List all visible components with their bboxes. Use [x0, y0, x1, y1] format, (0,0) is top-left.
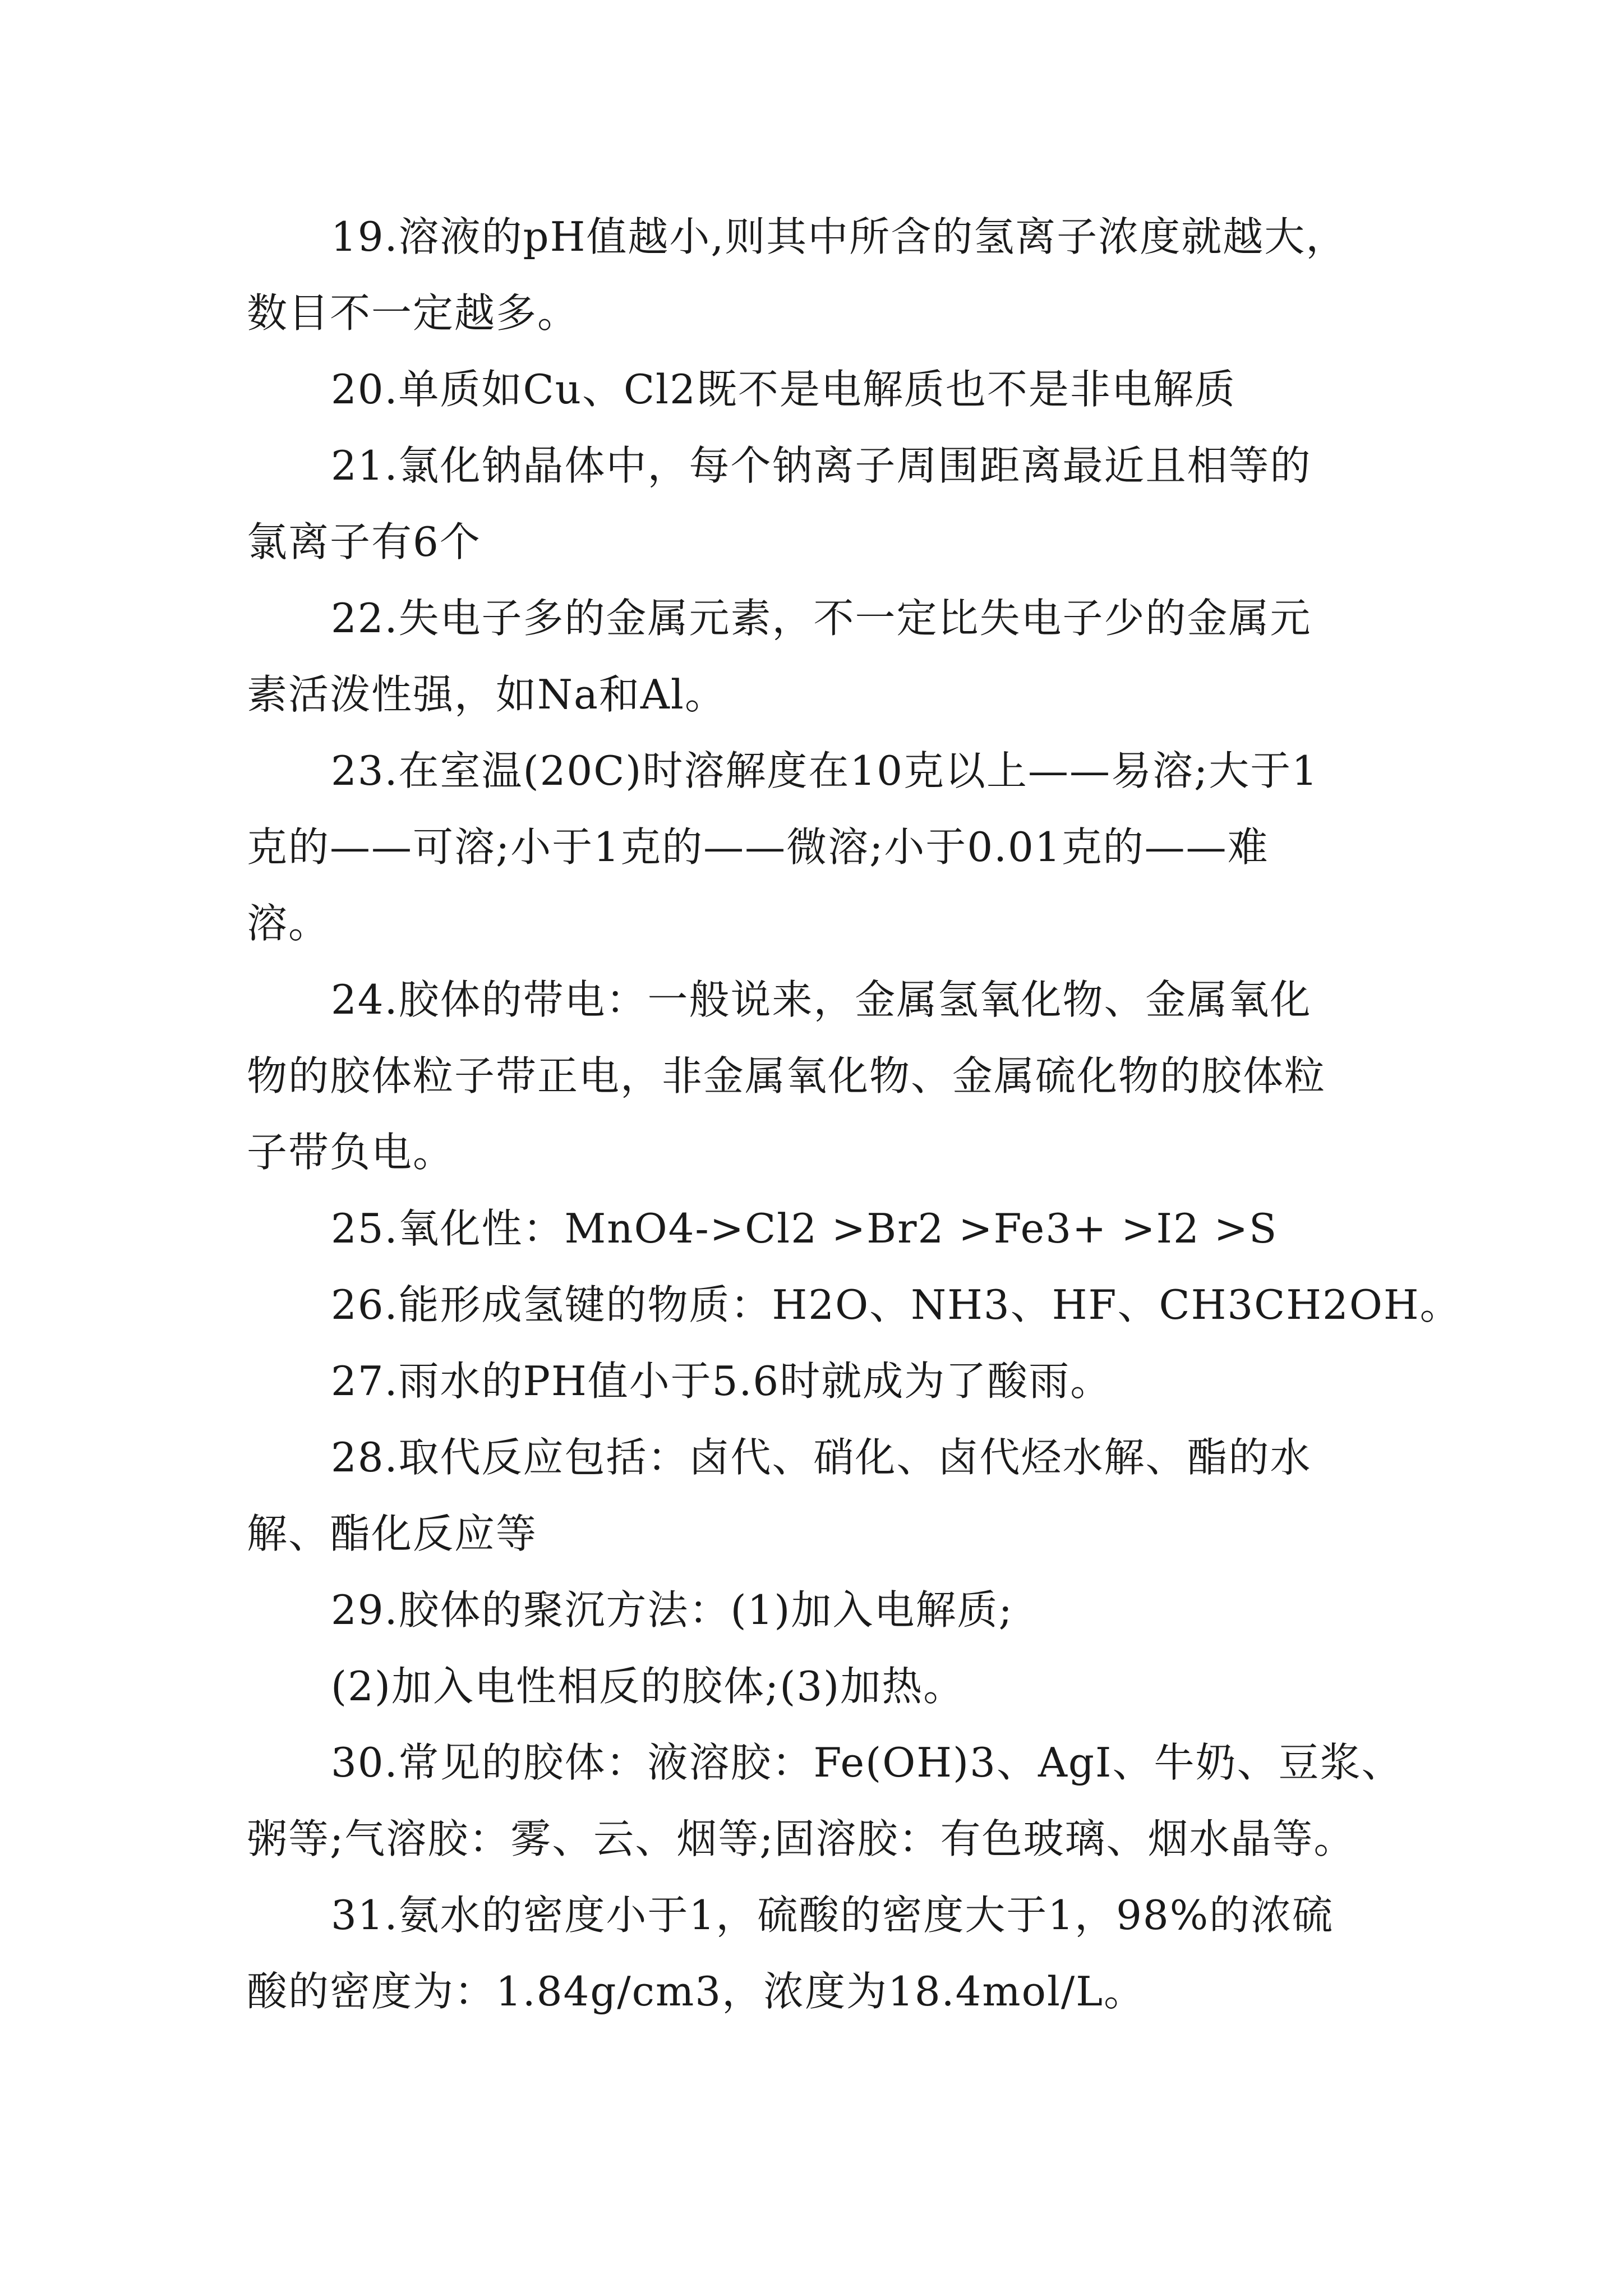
text-line: 氯离子有6个	[247, 518, 481, 565]
text-line: 26.能形成氢键的物质：H2O、NH3、HF、CH3CH2OH。	[331, 1281, 1461, 1328]
text-line: 素活泼性强，如Na和Al。	[247, 671, 726, 718]
text-line: 22.失电子多的金属元素，不一定比失电子少的金属元	[331, 595, 1312, 642]
text-line: 粥等;气溶胶：雾、云、烟等;固溶胶：有色玻璃、烟水晶等。	[247, 1815, 1355, 1862]
text-line: 解、酯化反应等	[247, 1510, 538, 1557]
text-line: 27.雨水的PH值小于5.6时就成为了酸雨。	[331, 1358, 1112, 1405]
text-line: 子带负电。	[247, 1129, 455, 1176]
text-line: 酸的密度为：1.84g/cm3，浓度为18.4mol/L。	[247, 1968, 1146, 2015]
text-line: 19.溶液的pH值越小,则其中所含的氢离子浓度就越大，	[331, 213, 1348, 260]
text-line: 29.胶体的聚沉方法：(1)加入电解质;	[331, 1586, 1013, 1634]
text-line: 克的——可溶;小于1克的——微溶;小于0.01克的——难	[247, 823, 1269, 871]
text-line: (2)加入电性相反的胶体;(3)加热。	[331, 1663, 965, 1710]
text-line: 25.氧化性：MnO4->Cl2 >Br2 >Fe3+ >I2 >S	[331, 1205, 1278, 1252]
text-line: 24.胶体的带电：一般说来，金属氢氧化物、金属氧化	[331, 976, 1312, 1023]
text-line: 20.单质如Cu、Cl2既不是电解质也不是非电解质	[331, 366, 1236, 413]
text-line: 31.氨水的密度小于1，硫酸的密度大于1，98%的浓硫	[331, 1892, 1334, 1939]
text-line: 30.常见的胶体：液溶胶：Fe(OH)3、AgI、牛奶、豆浆、	[331, 1739, 1403, 1786]
text-line: 23.在室温(20C)时溶解度在10克以上——易溶;大于1	[331, 747, 1319, 794]
text-line: 数目不一定越多。	[247, 289, 579, 337]
text-line: 物的胶体粒子带正电，非金属氧化物、金属硫化物的胶体粒	[247, 1052, 1326, 1099]
text-line: 28.取代反应包括：卤代、硝化、卤代烃水解、酯的水	[331, 1434, 1312, 1481]
text-line: 21.氯化钠晶体中，每个钠离子周围距离最近且相等的	[331, 442, 1312, 489]
text-line: 溶。	[247, 900, 330, 947]
